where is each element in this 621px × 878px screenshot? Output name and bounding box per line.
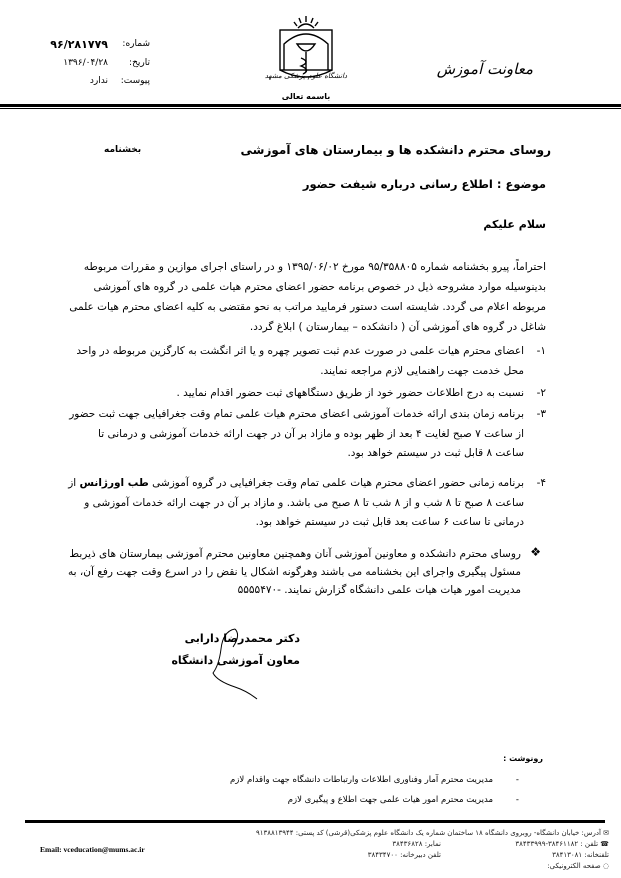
header-divider-thin xyxy=(0,108,621,109)
item-line: نسبت به درج اطلاعات حضور خود از طریق دستگاههای ثبت حضور اقدام نمایید . xyxy=(176,387,524,399)
footer-university-phone: تلفنخانه: ۳۸۴۱۳۰۸۱ xyxy=(552,851,609,859)
footer-divider xyxy=(25,820,605,823)
doc-type: بخشنامه xyxy=(104,145,142,155)
item-number: ۲- xyxy=(536,387,546,399)
note-line: مدیریت امور هیات هیات علمی دانشگاه گزارش نمایند. -۵۵۵۵۴۷۰ xyxy=(237,584,521,596)
item-number: ۳- xyxy=(536,408,546,420)
item-number: ۴- xyxy=(536,477,546,489)
intro-line: شاغل در گروه های آموزشی آن ( دانشکده – بیمارستان ) ابلاغ گردد. xyxy=(249,321,546,333)
footer-secretariat-phone: تلفن دبیرخانه: ۳۸۴۳۴۷۰۰ xyxy=(367,851,441,859)
university-logo xyxy=(264,14,348,94)
item-line: از xyxy=(68,477,80,489)
footer-address-text: آدرس: خیابان دانشگاه- روبروی دانشگاه ۱۸ ساختمان شماره یک دانشگاه علوم پزشکی(قرشی) کد پستی: ۹۱۳۸۸۱۳۹۴۴ xyxy=(255,829,601,837)
header-divider xyxy=(0,104,621,107)
signatory-name: دکتر محمدرضا دارابی xyxy=(184,632,300,645)
meta-label: پیوست: xyxy=(120,76,150,86)
list-item-1 xyxy=(46,342,546,381)
handwritten-signature-icon xyxy=(205,625,265,700)
item-number: ۱- xyxy=(536,345,546,357)
item-line: درمانی تا ساعت ۶ ساعت بعد قابل ثبت در سیستم خواهد بود. xyxy=(255,516,524,528)
list-item-2 xyxy=(46,384,546,404)
letter-meta xyxy=(30,34,150,90)
cc-item-text: مدیریت محترم آمار وفناوری اطلاعات وارتباطات دانشگاه جهت واقدام لازم xyxy=(230,775,493,785)
meta-attachment xyxy=(30,72,150,90)
subject: موضوع : اطلاع رسانی درباره شیفت حضور xyxy=(302,177,546,191)
intro-paragraph xyxy=(46,257,546,337)
item-line: برنامه زمان بندی ارائه خدمات آموزشی اعضای محترم هیات علمی تمام وقت جغرافیایی جهت ثبت حضور xyxy=(69,408,524,420)
meta-value: ندارد xyxy=(89,76,108,86)
meta-value: ۹۶/۲۸۱۷۷۹ xyxy=(50,37,108,51)
logo-caption: دانشگاه علوم پزشکی مشهد xyxy=(264,72,348,80)
meta-label: شماره: xyxy=(122,39,150,49)
dept-title: معاونت آموزش xyxy=(436,60,533,78)
footer-address xyxy=(239,828,609,839)
cc-dash: - xyxy=(515,795,519,805)
cc-item-text: مدیریت محترم امور هیات علمی جهت اطلاع و پیگیری لازم xyxy=(287,795,493,805)
item-line: اعضای محترم هیات علمی در صورت عدم ثبت تصویر چهره و یا اثر انگشت به کارگزین مربوطه در واحد xyxy=(76,345,524,357)
footer-phone xyxy=(515,839,609,850)
note-line: مسئول پیگیری واجرای این بخشنامه می باشند وهرگونه اشکال یا نقض را در اسرع وقت جهت رفع آن، به xyxy=(68,566,521,578)
meta-label: تاریخ: xyxy=(129,58,150,68)
meta-value: ۱۳۹۶/۰۴/۲۸ xyxy=(63,58,108,68)
cc-dash: - xyxy=(515,775,519,785)
list-item-3 xyxy=(46,405,546,464)
signatory-title: معاون آموزشی دانشگاه xyxy=(171,654,300,667)
recipient: روسای محترم دانشکده ها و بیمارستان های آموزشی xyxy=(240,143,551,157)
footer-fax: نمابر: ۳۸۴۳۶۸۲۸ xyxy=(392,840,441,848)
item-line: برنامه زمانی حضور اعضای محترم هیات علمی تمام وقت جغرافیایی در گروه آموزشی xyxy=(148,477,524,489)
cc-item xyxy=(179,790,519,810)
item-emphasis: طب اورژانس xyxy=(79,477,149,489)
intro-line: مربوطه اعلام می گردد. شایسته است دستور فرمایید مراتب به نحو مقتضی به کلیه اعضای محترم هیات علمی xyxy=(69,301,546,313)
footer-email[interactable]: Email: vceducation@mums.ac.ir xyxy=(40,845,145,854)
footer-website xyxy=(547,861,609,872)
bismillah: باسمه تعالی xyxy=(281,92,331,101)
footer-phone-text: تلفن : ۳۸۴۶۱۱۸۲-۳۸۴۳۳۹۹۹ xyxy=(515,840,599,848)
item-line: از ساعت ۷ صبح لغایت ۴ بعد از ظهر بوده و مازاد بر آن در جهت ارائه خدمات آموزشی و درمانی تا xyxy=(98,427,524,440)
intro-line: احتراماً، پیرو بخشنامه شماره ۹۵/۳۵۸۸۰۵ مورخ ۱۳۹۵/۰۶/۰۲ و در راستای اجرای موازین و مقررات مربوطه xyxy=(83,261,546,273)
cc-list xyxy=(179,770,519,810)
note-line: روسای محترم دانشکده و معاونین آموزشی آنان وهمچنین معاونین محترم آموزشی بیمارستان های ذیربط xyxy=(69,548,521,560)
phone-icon: ☎ xyxy=(598,840,609,848)
address-icon: ✉ xyxy=(600,829,609,837)
item-line: ساعت ۸ صبح تا ۸ شب و از ۸ شب تا ۸ صبح می باشد. و مازاد بر آن در جهت ارائه خدمات آموزشی و xyxy=(84,496,524,509)
footer-website-text: صفحه الکترونیکی: xyxy=(547,862,601,870)
note-paragraph xyxy=(51,545,521,599)
item-line: ساعت ۸ قابل ثبت در سیستم خواهد بود. xyxy=(347,447,524,459)
greeting: سلام علیکم xyxy=(483,218,546,231)
intro-line: بدینوسیله موارد مشروحه ذیل در خصوص برنامه حضور اعضای محترم هیات علمی در گروه های آموزشی xyxy=(93,281,546,293)
meta-date xyxy=(30,54,150,72)
item-line: محل خدمت جهت راهنمایی لازم مراجعه نمایند. xyxy=(320,364,524,377)
list-item-4 xyxy=(46,474,546,533)
web-icon: ◌ xyxy=(600,862,609,870)
cc-item xyxy=(179,770,519,790)
note-bullet-icon: ❖ xyxy=(530,545,541,559)
cc-label: رونوشت : xyxy=(503,754,543,763)
meta-number xyxy=(30,34,150,54)
